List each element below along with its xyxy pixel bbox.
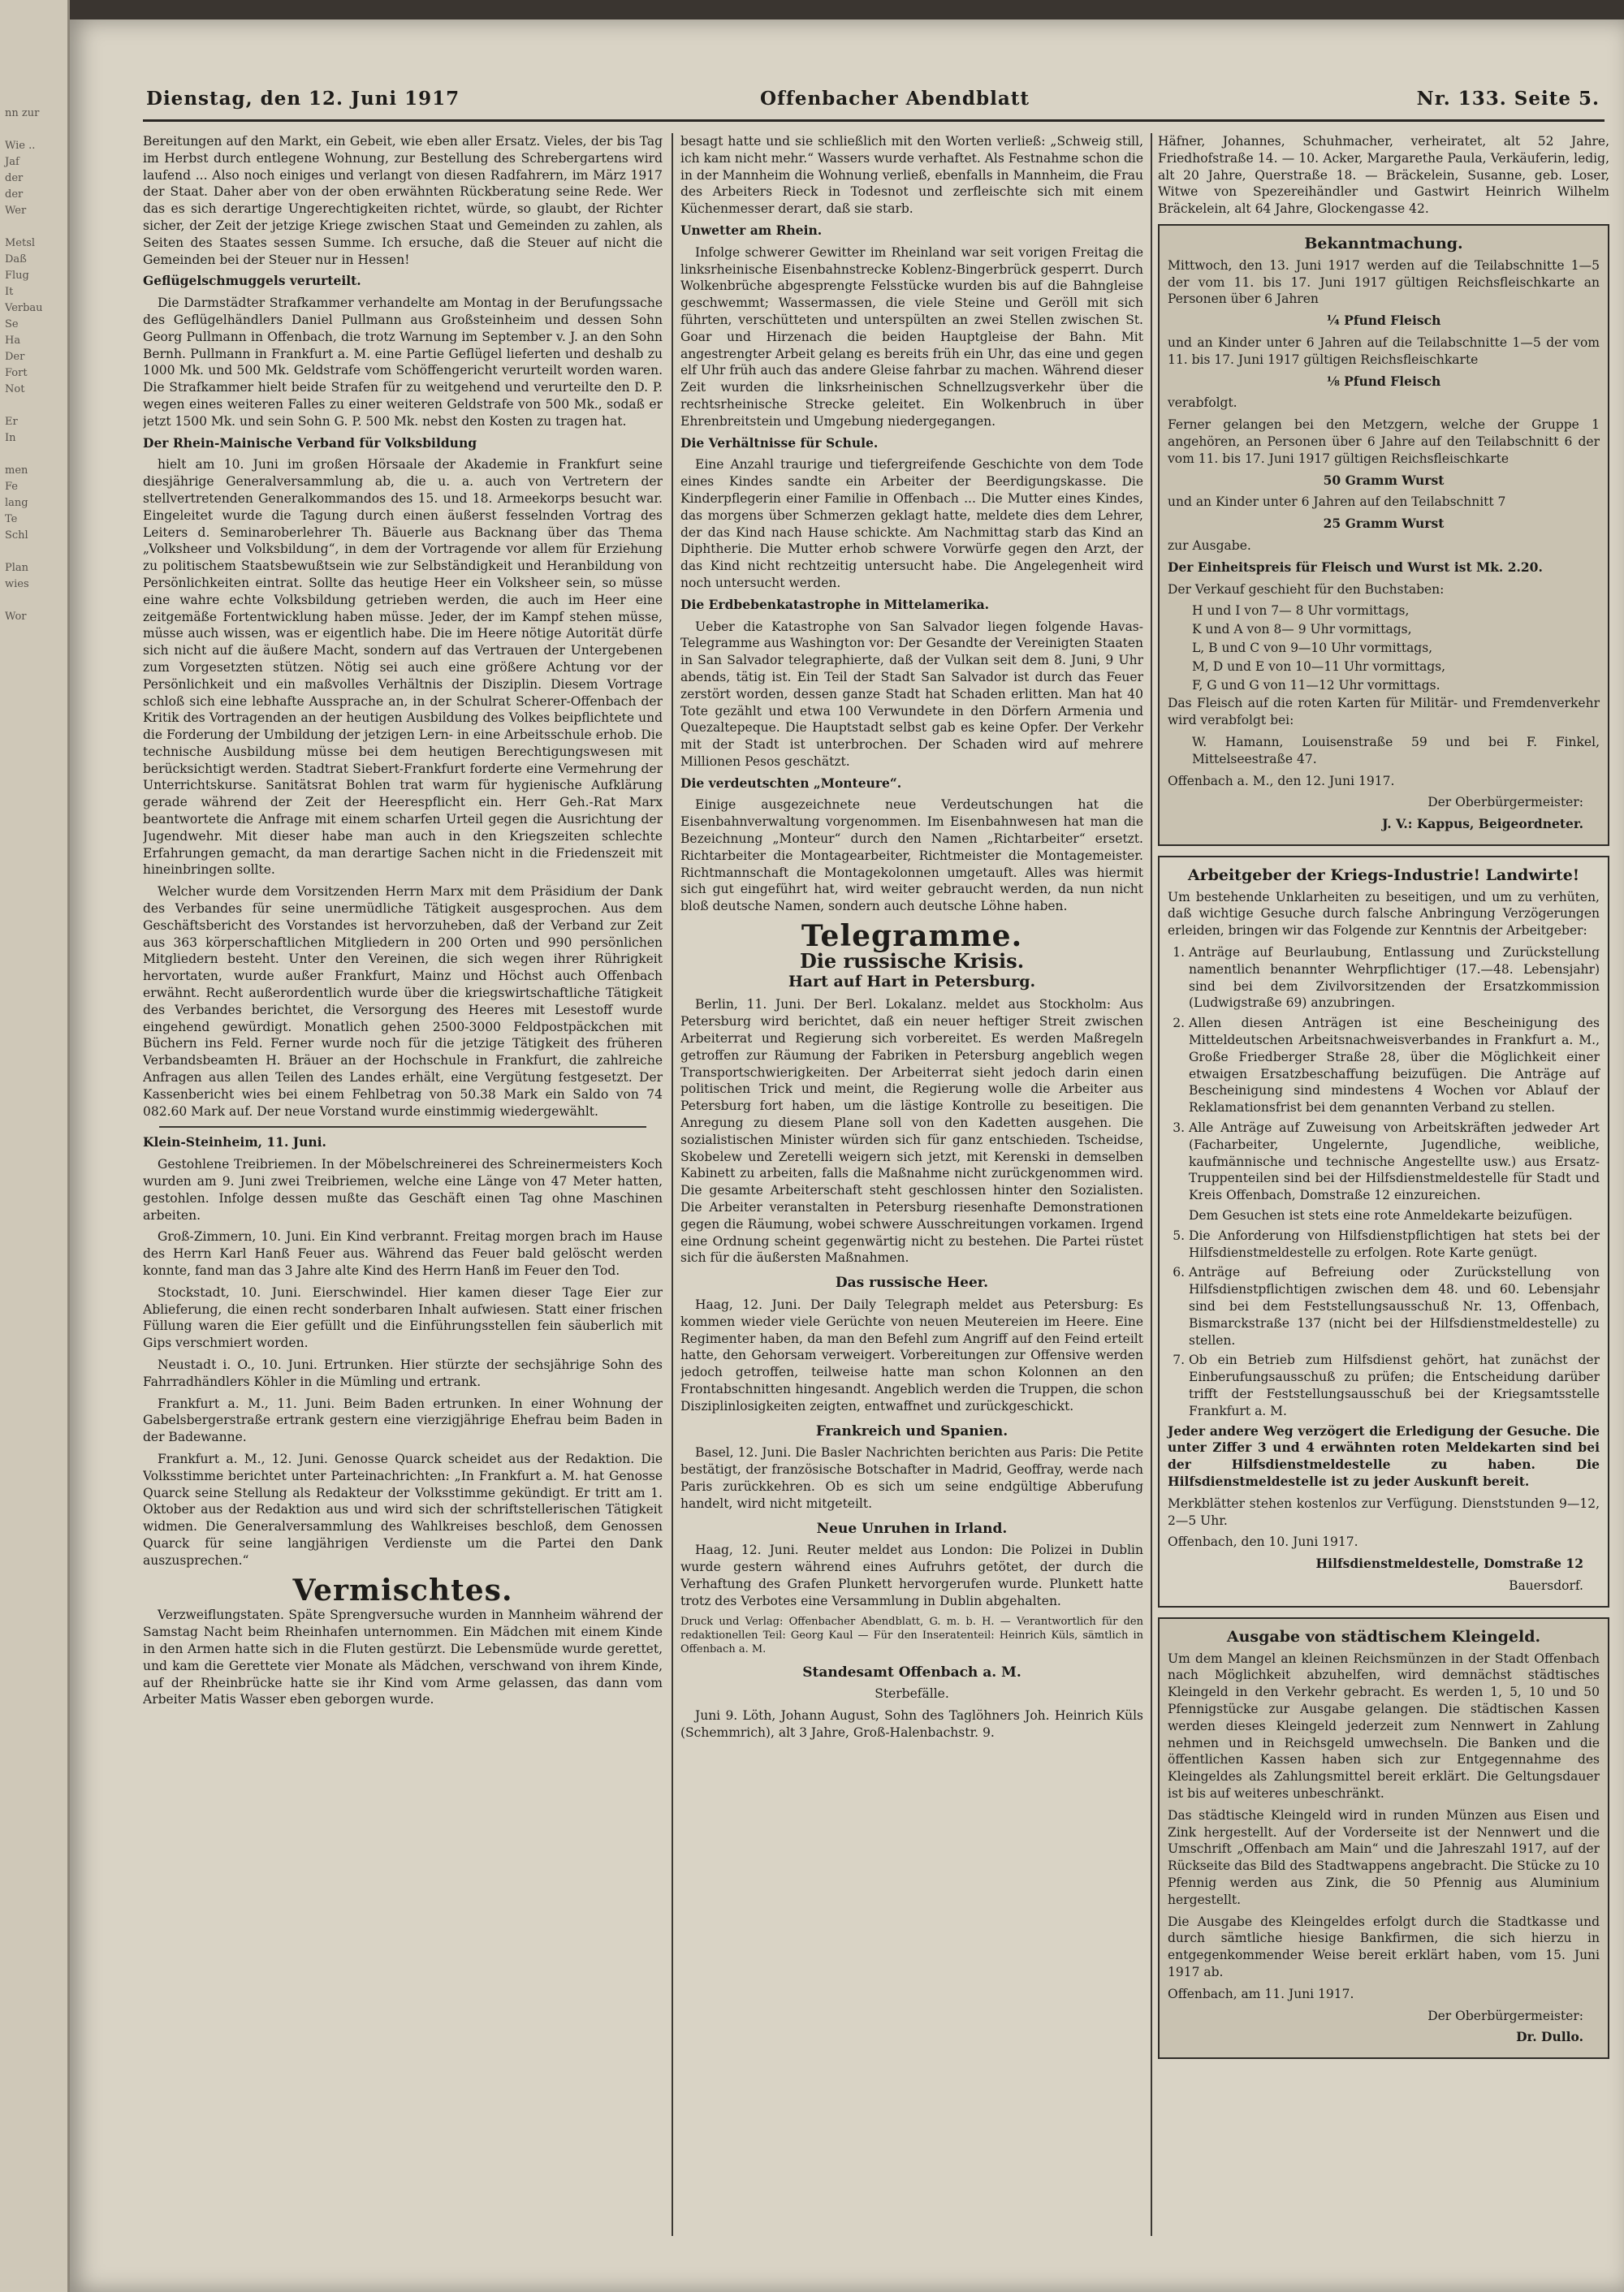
schedule-list [1168,602,1600,693]
notice-text: W. Hamann, Louisenstraße 59 und bei F. Finkel, Mittelseestraße 47. [1192,734,1600,766]
article-heading: Die Erdbebenkatastrophe in Mittelamerika. [680,596,990,612]
schedule-item: L, B und C von 9—10 Uhr vormittags, [1192,640,1433,655]
notice-text: Jeder andere Weg verzögert die Erledigung der Gesuche. Die unter Ziffer 3 und 4 erwähnten roten Meldekarten sind bei der Hilfsdienstmeldestelle zu haben. Die Hilfsdienstmeldestelle ist zu jeder Auskunft bereit. [1168,1422,1600,1489]
subheading-sterbefaelle: Sterbefälle. [875,1686,949,1702]
left-page-text: nn zur Wie .. Jaf der der Wer Metsl Daß Flug It Verbau Se Ha Der Fort Not Er In men Fe lang Te Schl Plan wies Wor [5,107,43,623]
page-header [143,83,1605,122]
article-paragraph: Eine Anzahl traurige und tiefergreifende Geschichte von dem Tode eines Kindes sandte ein Arbeiter der Beerdigungskasse. Die Kinderpflegerin einer Familie in Offenbach ... Die Mutter eines Kindes, das morgens über Schmerzen geklagt hatte, meldete dies dem Lehrer, der das Kind nach Hause schickte. Am Nachmittag starb das Kind an Diphtherie. Die Mutter erhob schwere Vorwürfe gegen den Arzt, der das Kind nicht rechtzeitig untersucht habe. Die Angelegenheit wird noch untersucht werden. [680,457,1143,590]
article-subheadline: Hart auf Hart in Petersburg. [788,972,1036,991]
section-heading-vermischtes: Vermischtes. [292,1573,513,1608]
article-paragraph: Haag, 12. Juni. Reuter meldet aus London: Die Polizei in Dublin wurde gestern während eines Aufruhrs getötet, der durch die Verhaftung des Grafen Plunkett hervorgerufen wurde. Plunkett hatte trotz des Verbotes eine Versammlung in Dublin abgehalten. [680,1543,1143,1608]
notice-signature: Dr. Dullo. [1516,2029,1583,2045]
article-paragraph: Berlin, 11. Juni. Der Berl. Lokalanz. meldet aus Stockholm: Aus Petersburg wird berichtet, daß ein neuer heftiger Streit zwischen Arbeiterrat und Regierung sich vorbereitet. Es werden Maßregeln getroffen zur Räumung der Fabriken in Petersburg angeblich wegen Transportschwierigkeiten. Der Arbeiterrat sieht jedoch darin einen politischen Trick und meint, die Regierung wolle die Arbeiter aus Petersburg fort haben, um die lästige Kontrolle zu beseitigen. Die Anregung zu diesem Plane soll von den Kadetten ausgehen. Die sozialistischen Minister würden sich für ganz entschieden. Tscheidse, Skobelew und Zeretelli weigern sich jetzt, mit Kerenski in demselben Kabinett zu arbeiten, falls die Maßnahme nicht zurückgenommen wird. Die gesamte Arbeiterschaft steht geschlossen hinter den Sozialisten. Die Arbeiter veranstalten in Petersburg riesenhafte Demonstrationen gegen die Räumung, wobei schwere Ausschreitungen vorkamen. Irgend eine Ordnung scheint gegenwärtig nicht zu bestehen. Die Partei rüstet sich für die äußersten Maßnahmen. [680,997,1143,1266]
left-page-edge [0,0,70,2292]
article-paragraph: Welcher wurde dem Vorsitzenden Herrn Marx mit dem Präsidium der Dank des Verbandes für seine unermüdliche Tätigkeit ausgesprochen. Aus dem Geschäftsbericht des Vorstandes ist hervorzuheben, daß der Verband zur Zeit aus 363 körperschaftlichen Mitgliedern in 200 Orten und 990 persönlichen Mitgliedern besteht. Unter den Vereinen, die sich wegen ihrer Rührigkeit hervortaten, wurde außer Frankfurt, Mainz und Höchst auch Offenbach erwähnt. Recht außerordentlich wurde über die kriegswirtschaftliche Tätigkeit des Verbandes berichtet, die Versorgung des Heeres mit Lesestoff wurde eingehend gewürdigt. Monatlich gehen 2500-3000 Feldpostpäckchen mit Büchern ins Feld. Ferner wurde noch für die jetzige Tätigkeit des früheren Verbandsbeamten H. Bräuer an der Hochschule in Frankfurt, die zahlreiche Anfragen aus allen Teilen des Landes erhält, eine Vergütung festgesetzt. Der Kassenbericht wies bei einem Fehlbetrag von 50.38 Mark ein Saldo von 74 082.60 Mark auf. Der neue Vorstand wurde einstimmig wiedergewählt. [143,884,663,1119]
notice-title: Arbeitgeber der Kriegs-Industrie! Landwirte! [1187,865,1580,884]
notice-text: Das Fleisch auf die roten Karten für Militär- und Fremdenverkehr wird verabfolgt bei: [1168,696,1600,728]
article-paragraph: Juni 9. Löth, Johann August, Sohn des Taglöhners Joh. Heinrich Küls (Schemmrich), alt 3 Jahre, Groß-Halenbachstr. 9. [680,1708,1143,1740]
header-date: Dienstag, den 12. Juni 1917 [146,88,460,110]
notice-emphasis: ¼ Pfund Fleisch [1326,313,1441,329]
schedule-item: F, G und G von 11—12 Uhr vormittags. [1192,677,1440,693]
notice-signature: J. V.: Kappus, Beigeordneter. [1382,816,1583,832]
notice-text: zur Ausgabe. [1168,537,1251,553]
notice-title: Ausgabe von städtischem Kleingeld. [1226,1627,1541,1646]
notice-date: Offenbach, am 11. Juni 1917. [1168,1986,1354,2001]
article-heading: Der Rhein-Mainische Verband für Volksbildung [143,434,477,451]
notice-text: Merkblätter stehen kostenlos zur Verfügung. Dienststunden 9—12, 2—5 Uhr. [1168,1496,1600,1528]
schedule-item: K und A von 8— 9 Uhr vormittags, [1192,622,1412,637]
list-item: 5. Die Anforderung von Hilfsdienstpflichtigen hat stets bei der Hilfsdienstmeldestelle zu erfolgen. Rote Karte genügt. [1189,1228,1600,1262]
list-item: 6. Anträge auf Befreiung oder Zurückstellung von Hilfsdienstpflichtigen zwischen dem 48. und 60. Lebensjahr sind bei dem Feststellungsausschuß Nr. 13, Offenbach, Bismarckstraße 137 (nicht bei der Hilfsdienstmeldestelle) zu stellen. [1189,1264,1600,1349]
list-item: 2. Allen diesen Anträgen ist eine Bescheinigung des Mitteldeutschen Arbeitsnachweisverbandes in Frankfurt a. M., Große Friedberger Straße 28, über die Möglichkeit einer etwaigen Ersatzbeschaffung beizufügen. Die Anträge auf Bescheinigung sind mindestens 4 Wochen vor Ablauf der Reklamationsfrist bei dem genannten Verband zu stellen. [1189,1015,1600,1116]
article-paragraph: Bereitungen auf den Markt, ein Gebeit, wie eben aller Ersatz. Vieles, der bis Tag im Herbst durch entlegene Wohnung, zur Bestellung des Schrebergartens wird laufend ... Also noch einiges und verlangt von diesen Radfahrern, im März 1917 der Staat. Daher aber von der oben erwähnten Rückberatung seine Rede. Wer das es sich derartige Ungerechtigkeiten richtet, würde, so glaubt, der Richter sicher, der Zeit der jetzige Kriege zwischen Staat und Gemeinden zu zahlen, als Seiten des Staates sessen Summe. Ich ersuche, daß die Steuer auf nicht die Gemeinden bei der Steuer nur in Hessen! [143,134,663,267]
notice-signature-title: Der Oberbürgermeister: [1427,2008,1583,2023]
notice-emphasis: 50 Gramm Wurst [1323,472,1445,488]
notice-title: Bekanntmachung. [1304,234,1463,253]
notice-price: Der Einheitspreis für Fleisch und Wurst ist Mk. 2.20. [1168,559,1543,575]
notice-text: Um dem Mangel an kleinen Reichsmünzen in der Stadt Offenbach nach Möglichkeit abzuhelfen, wird demnächst städtisches Kleingeld in den Verkehr gebracht. Es werden 1, 5, 10 und 50 Pfennigstücke zur Ausgabe gelangen. Die städtischen Kassen werden dieses Kleingeld jederzeit zum Nennwert in Zahlung nehmen und in Reichsgeld umwechseln. Die Banken und die öffentlichen Kassen haben sich zur Entgegennahme des Kleingeldes als Zahlungsmittel bereit erklärt. Die Geltungsdauer ist bis auf weiteres unbeschränkt. [1168,1651,1600,1801]
notice-text: verabfolgt. [1168,395,1237,411]
list-item: 3. Alle Anträge auf Zuweisung von Arbeitskräften jedweder Art (Facharbeiter, Ungelernte, Jugendliche, weibliche, kaufmännische und technische Angestellte usw.) aus Ersatz-Truppenteilen sind bei der Hilfsdienstmeldestelle für Stadt und Kreis Offenbach, Domstraße 12 einzureichen. [1189,1120,1600,1204]
newspaper-page [70,19,1624,2292]
article-paragraph: Einige ausgezeichnete neue Verdeutschungen hat die Eisenbahnverwaltung vorgenommen. Im Eisenbahnwesen hat man die Bezeichnung „Monteur“ durch den Namen „Richtarbeiter“ ersetzt. Richtarbeiter die Montagearbeiter, Richtmeister die Montagemeister. Richtmannschaft die Montagekolonnen umgetauft. Alles was hiermit sich gut eingeführt hat, wird weiter gebraucht werden, da nun nicht bloß deutsche Namen, sondern auch deutsche Löhne haben. [680,797,1143,914]
article-heading: Klein-Steinheim, 11. Juni. [143,1134,326,1150]
column-rule [1151,133,1152,2236]
notice-text: Das städtische Kleingeld wird in runden Münzen aus Eisen und Zink hergestellt. Auf der Vorderseite ist der Nennwert und die Umschrift „Offenbach am Main“ und die Jahreszahl 1917, auf der Rückseite das Bild des Stadtwappens angebracht. Die Stücke zu 10 Pfennig werden aus Zink, die 50 Pfennig aus Aluminium hergestellt. [1168,1807,1600,1907]
notice-text: Mittwoch, den 13. Juni 1917 werden auf die Teilabschnitte 1—5 der vom 11. bis 17. Juni 1917 gültigen Reichsfleischkarte an Personen über 6 Jahren [1168,257,1600,307]
column-1 [143,133,663,2236]
column-3 [1158,133,1609,2236]
notice-box-arbeitgeber [1158,856,1609,1608]
article-paragraph: Groß-Zimmern, 10. Juni. Ein Kind verbrannt. Freitag morgen brach im Hause des Herrn Karl Hanß Feuer aus. Während das Feuer bald gelöscht werden konnte, fand man das 3 Jahre alte Kind des Herrn Hanß im Feuer den Tod. [143,1229,663,1278]
list-item: 7. Ob ein Betrieb zum Hilfsdienst gehört, hat zunächst der Einberufungsausschuß zu prüfen; die Entscheidung darüber trifft der Feststellungsausschuß bei der Kriegsamtsstelle Frankfurt a. M. [1189,1352,1600,1419]
article-headline: Das russische Heer. [835,1275,989,1292]
article-paragraph: hielt am 10. Juni im großen Hörsaale der Akademie in Frankfurt seine diesjährige Generalversammlung ab, die u. a. auch von Vertretern der stellvertretenden Generalkommandos des 15. und 18. Armeekorps besucht war. Eingeleitet wurde die Tagung durch einen äußerst fesselnden Vortrag des Leiters d. Seminaroberlehrer Th. Bäuerle aus Backnang über das Thema „Volksheer und Volksbildung“, in dem der Vortragende vor allem für Erziehung zu politischem Staatsbewußtsein wie zur Selbständigkeit und Heranbildung von Persönlichkeiten eintrat. Sollte das heutige Heer ein Volksheer sein, so müsse eine wahre echte Volksbildung getrieben werden, die auch im Heer eine zeitgemäße Fortentwicklung haben müsse. Jeder, der im Kampf stehen müsse, müsse auch wissen, was er eigentlich habe. Die im Heere nötige Autorität dürfe sich nicht auf die äußere Macht, sondern auf das Vertrauen der Untergebenen zum Vorgesetzten stützen. Nötig sei auch eine größere Achtung vor der Persönlichkeit und ein maßvolles Verhältnis der Disziplin. Diesem Vortrage schloß sich eine lebhafte Aussprache an, in der Schulrat Scherer-Offenbach der Kritik des Vortragenden an der heutigen Ausbildung des Volkes beipflichtete und die Forderung der Umbildung der jetzigen Lern- in eine Arbeitsschule erhob. Die technische Ausbildung müsse bei dem heutigen Berechtigungswesen mit berücksichtigt werden. Stadtrat Siebert-Frankfurt forderte eine Vermehrung der Unterrichtskurse. Sanitätsrat Bohlen trat warm für hygienische Aufklärung gerade während der Zeit der Heerespflicht ein. Herr Geh.-Rat Marx beantwortete die Anfrage mit einem scharfen Urteil gegen die Ausrichtung der Jugendwehr. Mit dieser habe man auch in den Kriegszeiten schlechte Erfahrungen gemacht, da man derartige Sachen nicht in die Friedenszeit mit hineinbringen sollte. [143,457,663,878]
notice-text: und an Kinder unter 6 Jahren auf die Teilabschnitte 1—5 der vom 11. bis 17. Juni 1917 gültigen Reichsfleischkarte [1168,335,1600,367]
notice-box-kleingeld [1158,1617,1609,2059]
article-paragraph: Verzweiflungstaten. Späte Sprengversuche wurden in Mannheim während der Samstag Nacht beim Rheinhafen unternommen. Ein Mädchen mit einem Kinde in den Armen hatte sich in die Fluten gestürzt. Die Lebensmüde wurde gerettet, und kam die Gerettete vier Monate als Mädchen, verschwand von ihrem Kinde, auf der Rheinbrücke hatte sie ihr Kind vom Arme gelassen, das dann vom Arbeiter Matis Wasser eben geborgen wurde. [143,1608,663,1707]
article-paragraph: Stockstadt, 10. Juni. Eierschwindel. Hier kamen dieser Tage Eier zur Ablieferung, die einen recht sonderbaren Inhalt aufwiesen. Statt einer frischen Füllung waren die Eier gefüllt und die Einführungsstellen fein säuberlich mit Gips verschmiert worden. [143,1284,663,1351]
column-rule [672,133,673,2236]
article-heading: Die verdeutschten „Monteure“. [680,775,902,791]
notice-text: Um bestehende Unklarheiten zu beseitigen, und um zu verhüten, daß wichtige Gesuche durch falsche Anbringung Verzögerungen erleiden, bringen wir das Folgende zur Kenntnis der Arbeitgeber: [1168,889,1600,939]
notice-text: Die Ausgabe des Kleingeldes erfolgt durch die Stadtkasse und durch sämtliche hiesige Bankfirmen, die sich hierzu in entgegenkommender Weise bereit erklärt haben, vom 15. Juni 1917 ab. [1168,1914,1600,1979]
article-headline: Die russische Krisis. [799,948,1025,973]
article-paragraph: Ueber die Katastrophe von San Salvador liegen folgende Havas-Telegramme aus Washington vor: Der Gesandte der Vereinigten Staaten in San Salvador telegraphierte, daß der Vulkan seit dem 8. Juni, 9 Uhr abends, tätig ist. Ein Teil der Stadt San Salvador ist durch das Feuer zerstört worden, dessen ganze Stadt hat Schaden erlitten. Man hat 40 Tote gezählt und etwa 100 Verwundete in den Dörfern Armenia und Quezaltepeque. Die Hauptstadt selbst gab es keine Opfer. Der Verkehr mit der Stadt ist unterbrochen. Der Schaden wird auf mehrere Millionen Pesos geschätzt. [680,619,1143,769]
article-paragraph: Basel, 12. Juni. Die Basler Nachrichten berichten aus Paris: Die Petite bestätigt, der französische Botschafter in Madrid, Geoffray, werde nach Paris zurückkehren. Ob es sich um seine endgültige Abberufung handelt, wird nicht mitgeteilt. [680,1445,1143,1511]
section-heading-telegramme: Telegramme. [801,919,1023,954]
divider [159,1126,646,1128]
article-headline: Neue Unruhen in Irland. [816,1520,1008,1537]
notice-emphasis: ⅛ Pfund Fleisch [1326,373,1441,389]
article-paragraph: Haag, 12. Juni. Der Daily Telegraph meldet aus Petersburg: Es kommen wieder viele Gerüchte von neuen Meutereien im Heere. Eine Regimenter haben, da man den Befehl zum Angriff auf den Feind erteilt hatte, den Gehorsam verweigert. Vorbereitungen zur Offensive werden jedoch getroffen, teilweise hatte man schon Kolonnen an den Frontabschnitten hingesandt. Angeblich werden die Truppen, die schon Disziplinlosigkeiten zeigten, entwaffnet und zurückgeschickt. [680,1297,1143,1414]
numbered-list [1168,944,1600,1420]
imprint: Druck und Verlag: Offenbacher Abendblatt, G. m. b. H. — Verantwortlich für den redaktionellen Teil: Georg Kaul — Für den Inseratenteil: Heinrich Küls, sämtlich in Offenbach a. M. [680,1615,1143,1655]
header-title: Offenbacher Abendblatt [760,88,1030,110]
notice-text: Ferner gelangen bei den Metzgern, welche der Gruppe 1 angehören, an Personen über 6 Jahre auf den Teilabschnitt 6 der vom 11. bis 17. Juni 1917 gültigen Reichsfleischkarte [1168,417,1600,466]
article-paragraph: Die Darmstädter Strafkammer verhandelte am Montag in der Berufungssache des Geflügelhändlers Daniel Pullmann aus Großsteinheim und dessen Sohn Georg Pullmann in Offenbach, die trotz Warnung im September v. J. an den Sohn Bernh. Pullmann in Frankfurt a. M. eine Partie Geflügel lieferten und deshalb zu 1000 Mk. und 500 Mk. Geldstrafe vom Schöffengericht verurteilt worden waren. Die Strafkammer hielt beide Strafen für zu weitgehend und verurteilte den D. P. wegen eines weiteren Falles zu einer weiteren Geldstrafe von 500 Mk., sodaß er jetzt 1500 Mk. und sein Sohn G. P. 500 Mk. nebst den Kosten zu tragen hat. [143,296,663,429]
column-2 [680,133,1143,2236]
schedule-item: M, D und E von 10—11 Uhr vormittags, [1192,658,1446,674]
article-paragraph: Neustadt i. O., 10. Juni. Ertrunken. Hier stürzte der sechsjährige Sohn des Fahrradhändlers Köhler in die Mümling und ertrank. [143,1357,663,1389]
article-paragraph: Frankfurt a. M., 12. Juni. Genosse Quarck scheidet aus der Redaktion. Die Volksstimme berichtet unter Parteinachrichten: „In Frankfurt a. M. hat Genosse Quarck seine Stellung als Redakteur der Volksstimme gekündigt. Er tritt am 1. Oktober aus der Redaktion aus und wird sich der schriftstellerischen Tätigkeit widmen. Die Generalversammlung des Wahlkreises beschloß, dem Genossen Quarck für seine langjährigen Verdienste um die Partei den Dank auszusprechen.“ [143,1451,663,1568]
notice-signature: Bauersdorf. [1509,1578,1583,1593]
notice-date: Offenbach a. M., den 12. Juni 1917. [1168,773,1395,788]
notice-text: und an Kinder unter 6 Jahren auf den Teilabschnitt 7 [1168,494,1506,510]
notice-date: Offenbach, den 10. Juni 1917. [1168,1534,1358,1550]
notice-signature: Hilfsdienstmeldestelle, Domstraße 12 [1315,1556,1583,1572]
article-paragraph: besagt hatte und sie schließlich mit den Worten verließ: „Schweig still, ich kam nicht mehr.“ Wassers wurde verhaftet. Als Festnahme schon die in der Mannheim die Wohnung verließ, ebenfalls in Mannheim, die Frau des Arbeiters Rieck in Todesnot und zerfleischte sich mit einem Küchenmesser derart, daß sie starb. [680,134,1143,217]
article-paragraph: Häfner, Johannes, Schuhmacher, verheiratet, alt 52 Jahre, Friedhofstraße 14. — 10. Acker, Margarethe Paula, Verkäuferin, ledig, alt 20 Jahre, Querstraße 18. — Bräckelein, Susanne, geb. Loser, Witwe von Spezereihändler und Gastwirt Heinrich Wilhelm Bräckelein, alt 64 Jahre, Glockengasse 42. [1158,134,1609,217]
article-heading: Die Verhältnisse für Schule. [680,434,879,451]
notice-signature-title: Der Oberbürgermeister: [1427,795,1583,810]
section-heading-standesamt: Standesamt Offenbach a. M. [802,1664,1021,1681]
list-item: 1. Anträge auf Beurlaubung, Entlassung und Zurückstellung namentlich benannter Wehrpflichtiger (17.—48. Lebensjahr) sind bei dem Zivilvorsitzenden der Ersatzkommission (Ludwigstraße 69) anzubringen. [1189,944,1600,1012]
header-issue: Nr. 133. Seite 5. [1416,88,1600,110]
notice-text: Der Verkauf geschieht für den Buchstaben: [1168,581,1445,597]
notice-emphasis: 25 Gramm Wurst [1323,516,1445,532]
article-paragraph: Frankfurt a. M., 11. Juni. Beim Baden ertrunken. In einer Wohnung der Gabelsbergerstraße ertrank gestern eine vierzigjährige Ehefrau beim Baden in der Badewanne. [143,1396,663,1445]
article-paragraph: Infolge schwerer Gewitter im Rheinland war seit vorigen Freitag die linksrheinische Eisenbahnstrecke Koblenz-Bingerbrück gesperrt. Durch Wolkenbrüche abgesprengte Felsstücke wurden bis auf die Bahngleise geschwemmt; Wassermassen, die viele Steine und Geröll mit sich führten, verschütteten und unterspülten an zwei Stellen zwischen St. Goar und Hirzenach die beiden Hauptgleise der Bahn. Mit angestrengter Arbeit gelang es bereits früh ein Uhr, das eine und gegen elf Uhr früh auch das andere Gleise fahrbar zu machen. Während dieser Zeit wurden die linksrheinischen Schnellzugsverkehr über die rechtsrheinische Strecke geleitet. Ein Wolkenbruch in über Ehrenbreitstein und Umgebung niedergegangen. [680,244,1143,429]
notice-box-fleisch [1158,224,1609,846]
article-paragraph: Gestohlene Treibriemen. In der Möbelschreinerei des Schreinermeisters Koch wurden am 9. Juni zwei Treibriemen, welche eine Länge von 47 Meter hatten, gestohlen. Infolge dessen mußte das Geschäft einen Tag ohne Maschinen arbeiten. [143,1157,663,1223]
article-headline: Frankreich und Spanien. [815,1422,1009,1440]
schedule-item: H und I von 7— 8 Uhr vormittags, [1192,603,1410,619]
article-heading: Unwetter am Rhein. [680,222,823,238]
list-item: Dem Gesuchen ist stets eine rote Anmeldekarte beizufügen. [1189,1208,1573,1224]
article-heading: Geflügelschmuggels verurteilt. [143,273,361,289]
